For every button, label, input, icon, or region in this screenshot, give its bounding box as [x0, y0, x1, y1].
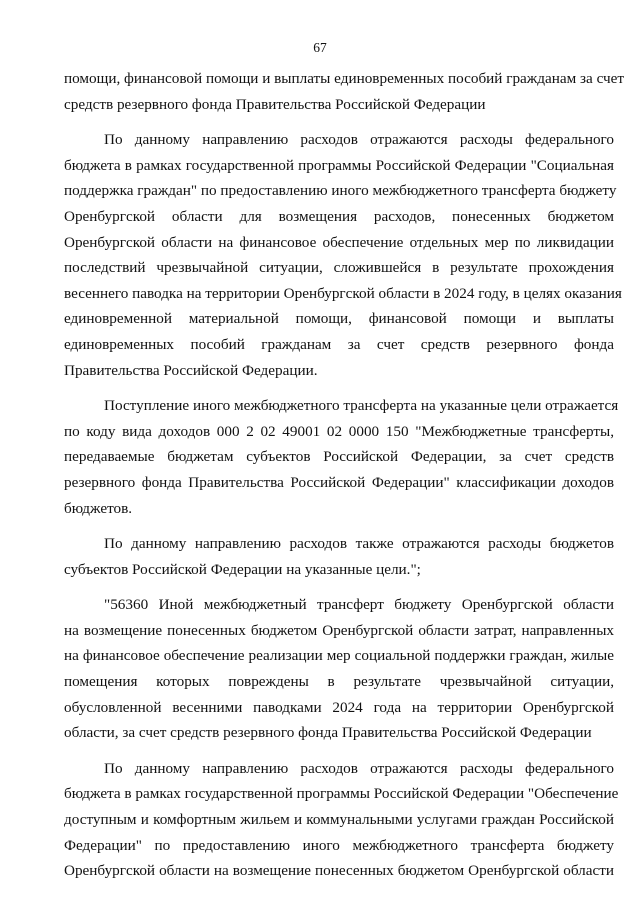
text-line: весеннего паводка на территории Оренбургской области в 2024 году, в целях оказания: [64, 284, 622, 302]
text-line: Оренбургской области для возмещения расходов, понесенных бюджетом: [64, 207, 614, 225]
text-line: доступным и комфортным жильем и коммунальными услугами граждан Российской: [64, 811, 614, 829]
text-line: "56360 Иной межбюджетный трансферт бюджету Оренбургской области: [104, 596, 614, 614]
text-line: Поступление иного межбюджетного трансферта на указанные цели отражается: [104, 397, 619, 415]
text-line: Оренбургской области на финансовое обеспечение отдельных мер по ликвидации: [64, 233, 614, 251]
text-line: По данному направлению расходов отражаются расходы федерального: [104, 759, 614, 777]
paragraph-gap: [64, 582, 614, 592]
text-line: на возмещение понесенных бюджетом Оренбургской области затрат, направленных: [64, 621, 614, 639]
text-line: на финансовое обеспечение реализации мер социальной поддержки граждан, жилые: [64, 647, 614, 665]
text-line: области, за счет средств резервного фонда Правительства Российской Федерации: [64, 724, 592, 742]
page-number: 67: [313, 40, 327, 55]
text-line: помощи, финансовой помощи и выплаты единовременных пособий гражданам за счет: [64, 70, 625, 87]
text-line: Оренбургской области на возмещение понесенных бюджетом Оренбургской области: [64, 862, 614, 880]
text-line: субъектов Российской Федерации на указанные цели.";: [64, 560, 421, 578]
text-line: Правительства Российской Федерации.: [64, 361, 318, 379]
document-body: [64, 66, 625, 884]
paragraph: [64, 756, 619, 884]
text-line: бюджета в рамках государственной программы Российской Федерации "Обеспечение: [64, 785, 619, 803]
paragraph-gap: [64, 521, 614, 531]
text-line: резервного фонда Правительства Российской Федерации" классификации доходов: [64, 473, 614, 491]
text-line: По данному направлению расходов отражаются расходы федерального: [104, 131, 614, 149]
paragraph-gap: [64, 383, 614, 393]
paragraph-gap: [64, 746, 614, 756]
text-line: бюджета в рамках государственной программы Российской Федерации "Социальная: [64, 156, 614, 174]
text-line: По данному направлению расходов также отражаются расходы бюджетов: [104, 535, 614, 553]
paragraph: [64, 592, 614, 746]
text-line: последствий чрезвычайной ситуации, сложившейся в результате прохождения: [64, 259, 614, 277]
text-line: единовременной материальной помощи, финансовой помощи и выплаты: [64, 310, 614, 328]
paragraph-gap: [64, 117, 614, 127]
paragraph: [64, 531, 614, 582]
text-line: обусловленной весенними паводками 2024 года на территории Оренбургской: [64, 698, 614, 716]
text-line: средств резервного фонда Правительства Российской Федерации: [64, 95, 486, 113]
text-line: помещения которых повреждены в результате чрезвычайной ситуации,: [64, 673, 614, 691]
text-line: по коду вида доходов 000 2 02 49001 02 0000 150 "Межбюджетные трансферты,: [64, 422, 614, 440]
paragraph: [64, 127, 622, 383]
paragraph: [64, 393, 619, 521]
text-line: бюджетов.: [64, 499, 133, 517]
text-line: поддержка граждан" по предоставлению иного межбюджетного трансферта бюджету: [64, 182, 617, 200]
paragraph: [64, 66, 625, 117]
text-line: единовременных пособий гражданам за счет средств резервного фонда: [64, 335, 614, 353]
text-line: передаваемые бюджетам субъектов Российской Федерации, за счет средств: [64, 448, 614, 466]
text-line: Федерации" по предоставлению иного межбюджетного трансферта бюджету: [64, 836, 614, 854]
